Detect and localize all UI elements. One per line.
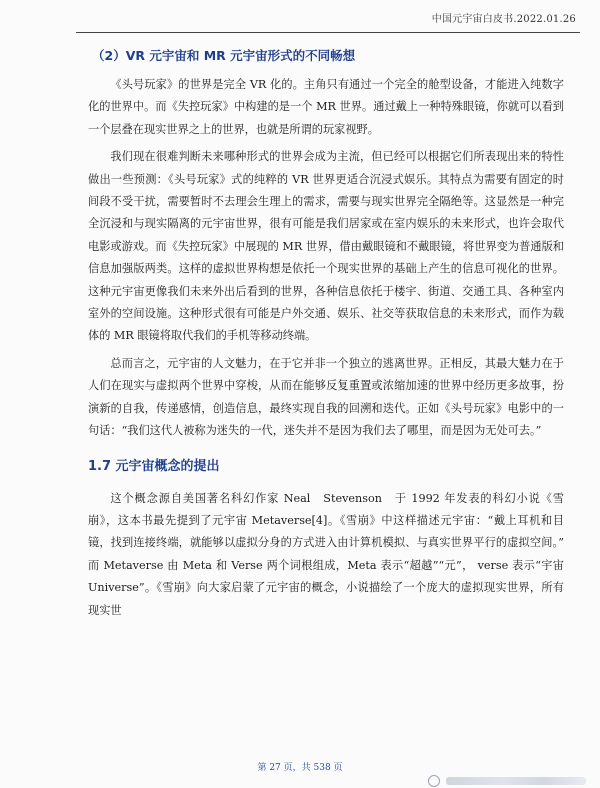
logo-icon: [428, 775, 440, 787]
watermark: [428, 774, 588, 788]
paragraph: 这个概念源自美国著名科幻作家 Neal Stevenson 于 1992 年发表的科幻小说《雪崩》，这本书最先提到了元宇宙 Metaverse[4]。《雪崩》中这样描述元宇宙：“戴上耳机和目镜，找到连接终端，就能够以虚拟分身的方式进入由计算机模拟、与真实世界平行的虚拟空间。” 而 Metaverse 由 Meta 和 Verse 两个词根组成，Meta 表示“超越”“元”， verse 表示“宇宙 Universe”。《雪崩》向大家启蒙了元宇宙的概念，小说描绘了一个庞大的虚拟现实世界，所有现实世: [88, 491, 564, 617]
paragraph: 我们现在很难判断未来哪种形式的世界会成为主流，但已经可以根据它们所表现出来的特性做出一些预测：《头号玩家》式的纯粹的 VR 世界更适合沉浸式娱乐。其特点为需要有固定的时间段不受干扰，需要暂时不去理会生理上的需求，需要与现实世界完全隔绝等。这显然是一种完全沉浸和与现实隔离的元宇宙世界，很有可能是我们居家或在室内娱乐的未来形式，也许会取代电影或游戏。而《失控玩家》中展现的 MR 世界，借由戴眼镜和不戴眼镜，将世界变为普通版和信息加强版两类。这样的虚拟世界构想是依托一个现实世界的基础上产生的信息可视化的世界。这种元宇宙更像我们未来外出后看到的世界，各种信息依托于楼宇、街道、交通工具、各种室内室外的空间设施。这种形式很有可能是户外交通、娱乐、社交等获取信息的未来形式，而作为载体的 MR 眼镜将取代我们的手机等移动终端。: [88, 150, 564, 343]
paragraph: 《头号玩家》的世界是完全 VR 化的。主角只有通过一个完全的舱型设备，才能进入纯数字化的世界中。而《失控玩家》中构建的是一个 MR 世界。通过戴上一种特殊眼镜，你就可以看到一个层叠在现实世界之上的世界，也就是所谓的玩家视野。: [88, 78, 564, 136]
paragraph: 总而言之，元宇宙的人文魅力，在于它并非一个独立的逃离世界。正相反，其最大魅力在于人们在现实与虚拟两个世界中穿梭，从而在能够反复重置或浓缩加速的世界中经历更多故事，扮演新的自我，传递感情，创造信息，最终实现自我的回溯和迭代。正如《头号玩家》电影中的一句话：“我们这代人被称为迷失的一代，迷失并不是因为我们去了哪里，而是因为无处可去。”: [88, 356, 564, 438]
page-content: [88, 40, 564, 627]
page-number: 第 27 页，共 538 页: [257, 763, 343, 773]
header-divider: [76, 32, 580, 33]
section-heading: 1.7 元宇宙概念的提出: [88, 458, 220, 474]
running-header: 中国元宇宙白皮书.2022.01.26: [431, 14, 576, 25]
subsection-heading: （2）VR 元宇宙和 MR 元宇宙形式的不同畅想: [92, 48, 356, 63]
watermark-blur: [446, 777, 586, 785]
